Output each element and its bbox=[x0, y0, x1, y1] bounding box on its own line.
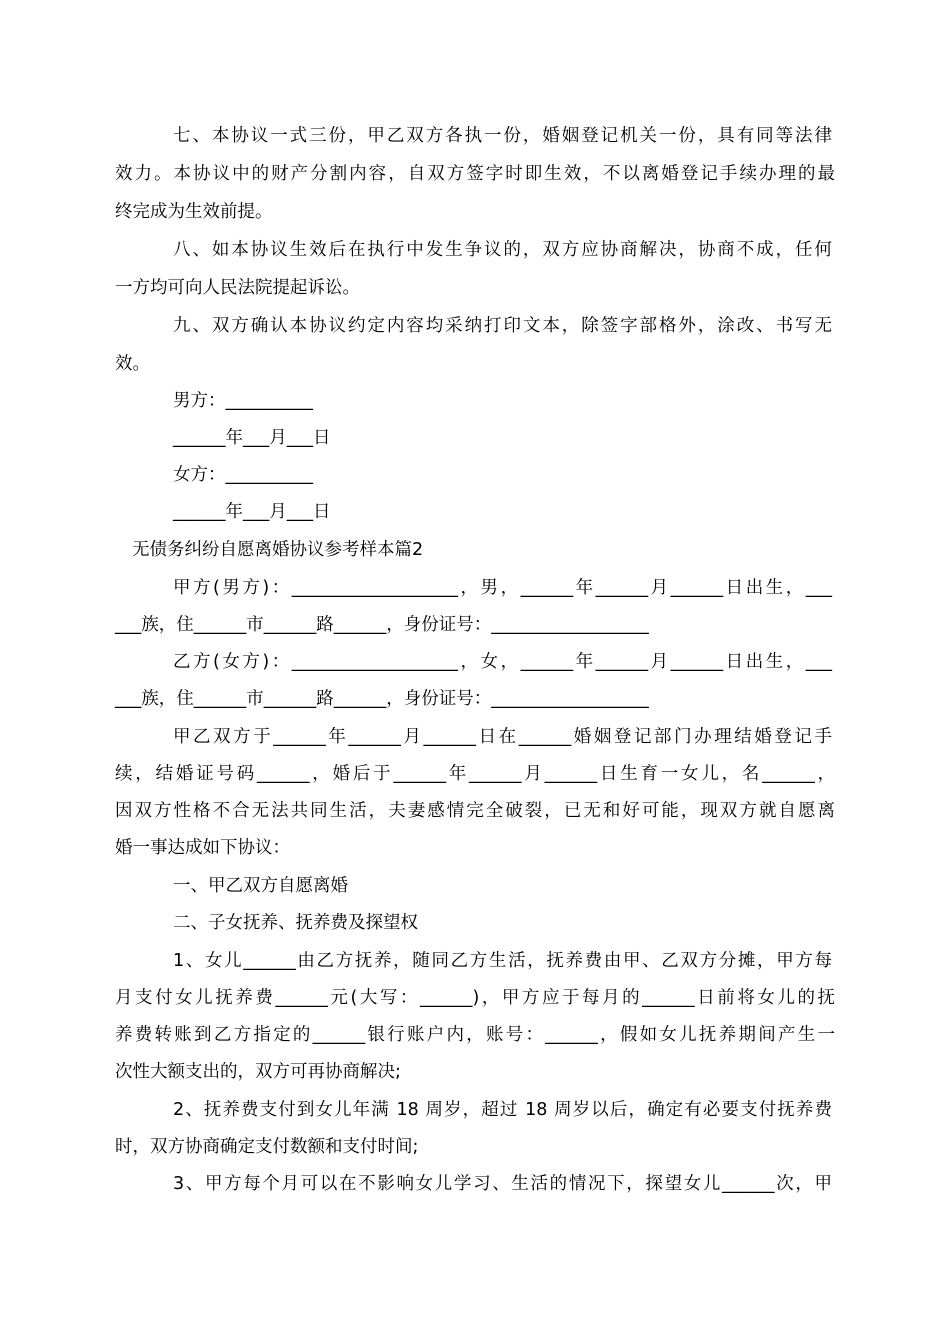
item-3-line-1: 3、甲方每个月可以在不影响女儿学习、生活的情况下，探望女儿______次，甲 bbox=[173, 1174, 832, 1194]
male-signature-line: 男方：__________ bbox=[173, 391, 313, 411]
clause-8-line-1: 八、如本协议生效后在执行中发生争议的，双方应协商解决，协商不成，任何 bbox=[173, 240, 832, 260]
item-1-line-4: 次性大额支出的，双方可再协商解决; bbox=[115, 1062, 401, 1082]
preamble-line-2: 续，结婚证号码______，婚后于______年______月______日生育一女儿，名______， bbox=[115, 764, 835, 784]
party-b-line-2: ___族，住______市______路______，身份证号：__________________ bbox=[115, 689, 649, 709]
preamble-line-1: 甲乙双方于______年______月______日在______婚姻登记部门办理结婚登记手 bbox=[173, 727, 832, 747]
party-a-line-2: ___族，住______市______路______，身份证号：__________________ bbox=[115, 615, 649, 635]
male-date-line: ______年___月___日 bbox=[173, 428, 331, 448]
preamble-line-4: 婚一事达成如下协议： bbox=[115, 838, 290, 858]
female-signature-line: 女方：__________ bbox=[173, 465, 313, 485]
clause-1-heading: 一、甲乙双方自愿离婚 bbox=[173, 876, 348, 896]
item-1-line-2: 月支付女儿抚养费______元(大写：______)，甲方应于每月的______日前将女儿的抚 bbox=[115, 988, 835, 1008]
clause-7-line-2: 效力。本协议中的财产分割内容，自双方签字时即生效，不以离婚登记手续办理的最 bbox=[115, 164, 835, 184]
clause-9-line-2: 效。 bbox=[115, 354, 150, 374]
female-date-line: ______年___月___日 bbox=[173, 502, 331, 522]
clause-7-line-3: 终完成为生效前提。 bbox=[115, 202, 273, 222]
clause-2-heading: 二、子女抚养、抚养费及探望权 bbox=[173, 913, 418, 933]
item-1-line-1: 1、女儿______由乙方抚养，随同乙方生活，抚养费由甲、乙双方分摊，甲方每 bbox=[173, 951, 832, 971]
item-2-line-2: 时，双方协商确定支付数额和支付时间; bbox=[115, 1137, 419, 1157]
party-b-line-1: 乙方(女方)：___________________，女，______年______月______日出生，___ bbox=[173, 652, 832, 672]
item-2-line-1: 2、抚养费支付到女儿年满 18 周岁，超过 18 周岁以后，确定有必要支付抚养费 bbox=[173, 1100, 832, 1120]
party-a-line-1: 甲方(男方)：___________________，男，______年______月______日出生，___ bbox=[173, 578, 832, 598]
clause-8-line-2: 一方均可向人民法院提起诉讼。 bbox=[115, 278, 360, 298]
preamble-line-3: 因双方性格不合无法共同生活，夫妻感情完全破裂，已无和好可能，现双方就自愿离 bbox=[115, 801, 835, 821]
item-1-line-3: 养费转账到乙方指定的______银行账户内，账号：______，假如女儿抚养期间产生一 bbox=[115, 1025, 835, 1045]
clause-7-line-1: 七、本协议一式三份，甲乙双方各执一份，婚姻登记机关一份，具有同等法律 bbox=[173, 126, 832, 146]
clause-9-line-1: 九、双方确认本协议约定内容均采纳打印文本，除签字部格外，涂改、书写无 bbox=[173, 316, 832, 336]
section-title: 无债务纠纷自愿离婚协议参考样本篇2 bbox=[132, 540, 424, 560]
